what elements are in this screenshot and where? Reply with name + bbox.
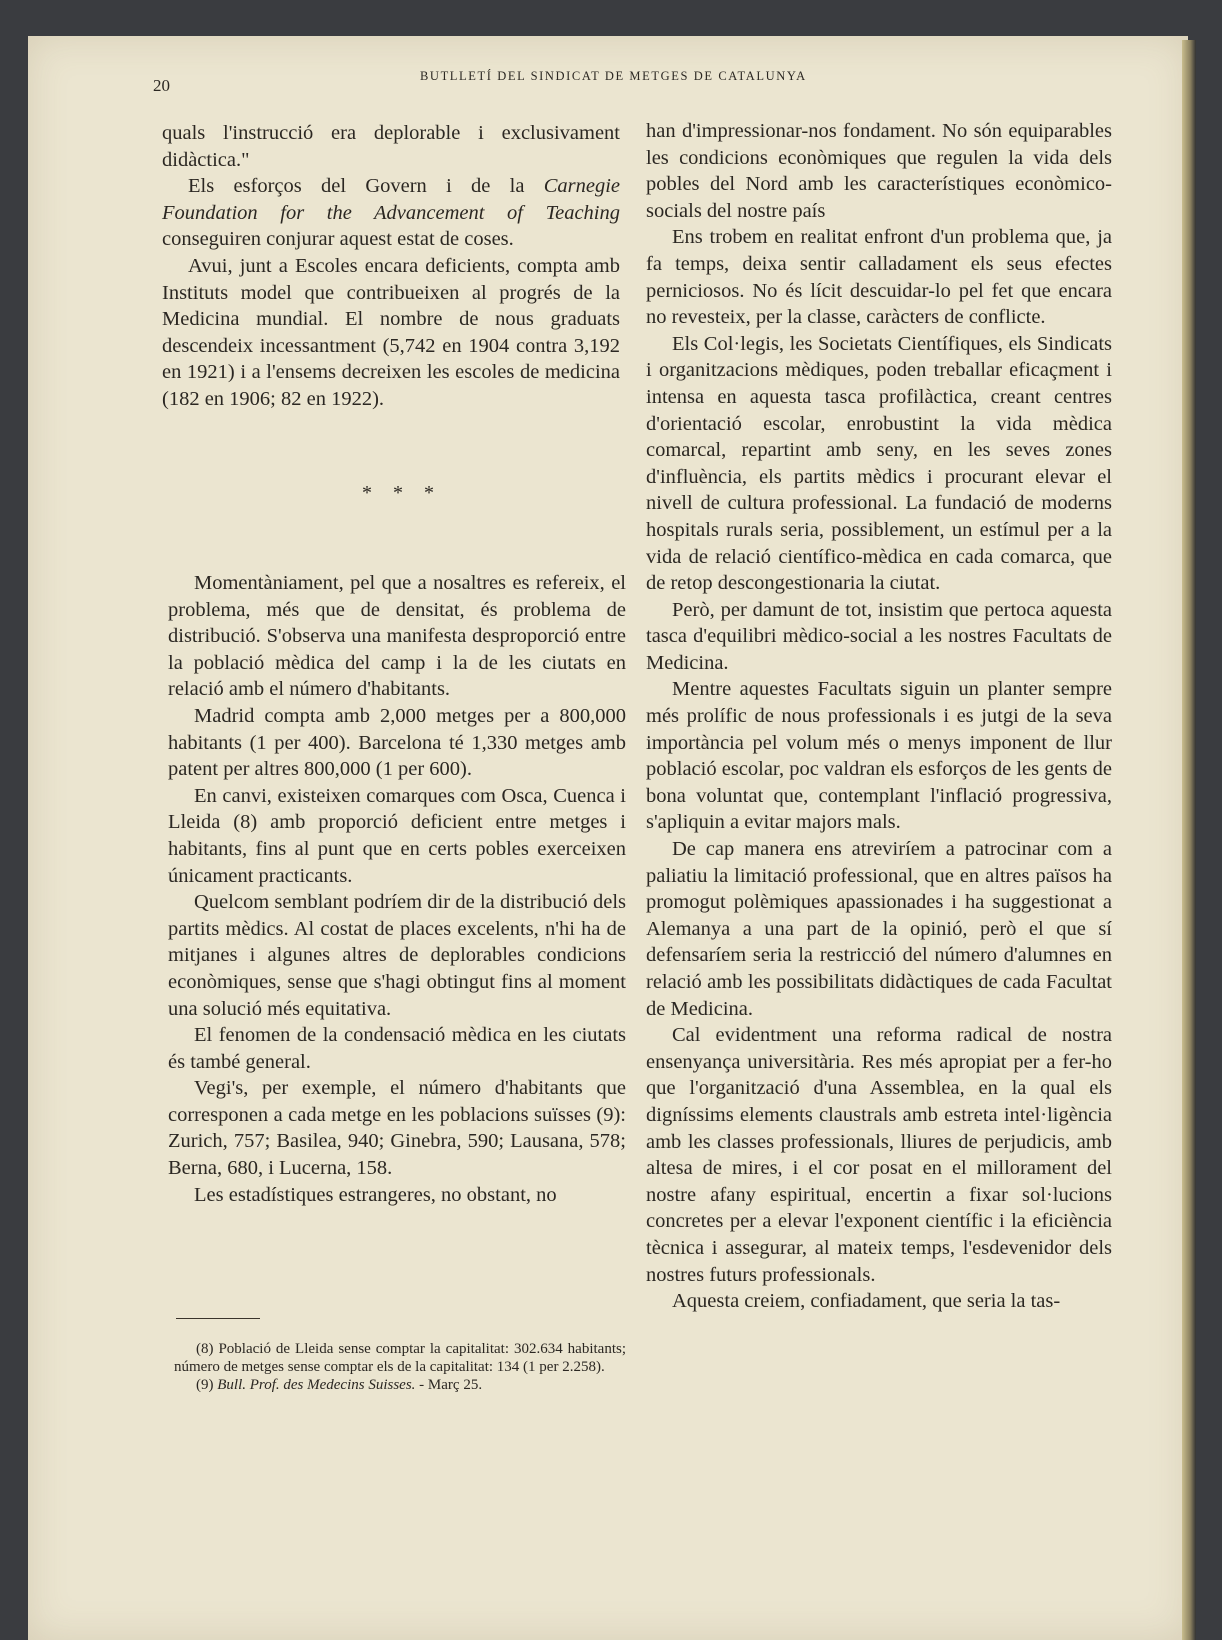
right-column xyxy=(646,118,1112,1315)
paragraph xyxy=(162,173,620,253)
paragraph: El fenomen de la condensació mèdica en les ciutats és també general. xyxy=(168,1024,626,1073)
paragraph: De cap manera ens atreviríem a patrocinar com a paliatiu la limitació professional, que en altres països ha promogut polèmiques apassionades i ha suggestionat a Alemanya a una part de la opinió, però el que sí defensaríem seria la restricció del número d'alumnes en relació amb les possibilitats didàctiques de cada Facultat de Medicina. xyxy=(646,838,1112,1020)
page-edge xyxy=(1182,40,1196,1640)
paragraph: Ens trobem en realitat enfront d'un problema que, ja fa temps, deixa sentir calladament els seus efectes perniciosos. No és lícit descuidar-lo pel fet que encara no revesteix, per la classe, caràcters de conflicte. xyxy=(646,226,1112,329)
paragraph: Les estadístiques estrangeres, no obstant, no xyxy=(194,1183,557,1206)
paragraph: han d'impressionar-nos fondament. No són equiparables les condicions econòmiques que regulen la vida dels pobles del Nord amb les característiques econòmico-socials del nostre país xyxy=(646,120,1112,222)
paragraph: Madrid compta amb 2,000 metges per a 800,000 habitants (1 per 400). Barcelona té 1,330 metges amb patent per altres 800,000 (1 per 600). xyxy=(168,704,626,781)
text-span: (9) xyxy=(196,1377,218,1393)
paragraph: Aquesta creiem, confiadament, que seria la tas- xyxy=(672,1290,1061,1313)
footnote-rule xyxy=(176,1318,260,1319)
paragraph: En canvi, existeixen comarques com Osca, Cuenca i Lleida (8) amb proporció deficient entre metges i habitants, fins al punt que en certs pobles exerceixen únicament practicants. xyxy=(168,784,626,887)
page-number: 20 xyxy=(153,76,170,95)
section-separator: * * * xyxy=(362,482,442,504)
left-column-top xyxy=(162,120,620,413)
paragraph: Però, per damunt de tot, insistim que pertoca aquesta tasca d'equilibri mèdico-social a les nostres Facultats de Medicina. xyxy=(646,598,1112,674)
running-title: BUTLLETÍ DEL SINDICAT DE METGES DE CATALUNYA xyxy=(420,69,807,83)
text-span: - Març 25. xyxy=(415,1377,483,1393)
paragraph: quals l'instrucció era deplorable i exclusivament didàctica." xyxy=(162,122,620,171)
paragraph: Avui, junt a Escoles encara deficients, compta amb Instituts model que contribueixen al progrés de la Medicina mundial. El nombre de nous graduats descendeix incessantment (5,742 en 1904 contra 3,192 en 1921) i a l'ensems decreixen les escoles de medicina (182 en 1906; 82 en 1922). xyxy=(162,254,620,410)
footnote-8: (8) Població de Lleida sense comptar la capitalitat: 302.634 habitants; número de metges sense comptar els de la capitalitat: 134 (1 per 2.258). xyxy=(174,1341,626,1375)
paragraph: Vegi's, per exemple, el número d'habitants que corresponen a cada metge en les poblacions suïsses (9): Zurich, 757; Basilea, 940; Ginebra, 590; Lausana, 578; Berna, 680, i Lucerna, 158. xyxy=(168,1077,626,1180)
paragraph: Els Col·legis, les Societats Científiques, els Sindicats i organitzacions mèdiques, poden treballar eficaçment i intensa en aquesta tasca profilàctica, creant centres d'orientació escolar, enrobustint la vida mèdica comarcal, repartint amb seny, en les seves zones d'influència, els partits mèdics i procurant elevar el nivell de cultura professional. La fundació de moderns hospitals rurals seria, possiblement, un estímul per a la vida de relació científico-mèdica en cada comarca, que de retop descongestionaria la ciutat. xyxy=(646,332,1112,595)
paragraph: Momentàniament, pel que a nosaltres es refereix, el problema, més que de densitat, és problema de distribució. S'observa una manifesta desproporció entre la població mèdica del camp i la de les ciutats en relació amb el número d'habitants. xyxy=(168,572,626,701)
paragraph: Cal evidentment una reforma radical de nostra ensenyança universitària. Res més apropiat per a fer-ho que l'organització d'una Assemblea, en la qual els digníssims elements claustrals amb estreta intel·ligència amb les classes professionals, lliures de perjudicis, amb altesa de mires, i el cor posat en el millorament del nostre afany espiritual, encertin a fixar sol·lucions concretes per a elevar l'exponent científic i la eficiència tècnica i assegurar, al mateix temps, l'esdevenidor dels nostres futurs professionals. xyxy=(646,1024,1112,1286)
paragraph: Mentre aquestes Facultats siguin un planter sempre més prolífic de nous professionals i es jutgi de la seva importància pel volum més o menys imponent de llur població escolar, poc valdran els esforços de les gents de bona voluntat que, contemplant l'inflació progressiva, s'apliquin a evitar majors mals. xyxy=(646,678,1112,834)
text-span: conseguiren conjurar aquest estat de coses. xyxy=(162,228,514,251)
left-column-bottom xyxy=(168,570,626,1208)
text-span: Els esforços del Govern i de la xyxy=(188,175,544,198)
footnote-9 xyxy=(174,1376,626,1394)
italic-title: Carnegie Foundation for the Advancement of Teaching xyxy=(162,175,620,224)
paragraph: Quelcom semblant podríem dir de la distribució dels partits mèdics. Al costat de places excelents, n'hi ha de mitjanes i algunes altres de deplorables condicions econòmiques, sense que s'hagi obtingut fins al moment una solució més equitativa. xyxy=(168,891,626,1020)
italic-citation: Bull. Prof. des Medecins Suisses. xyxy=(217,1377,416,1393)
footnotes xyxy=(174,1340,626,1394)
